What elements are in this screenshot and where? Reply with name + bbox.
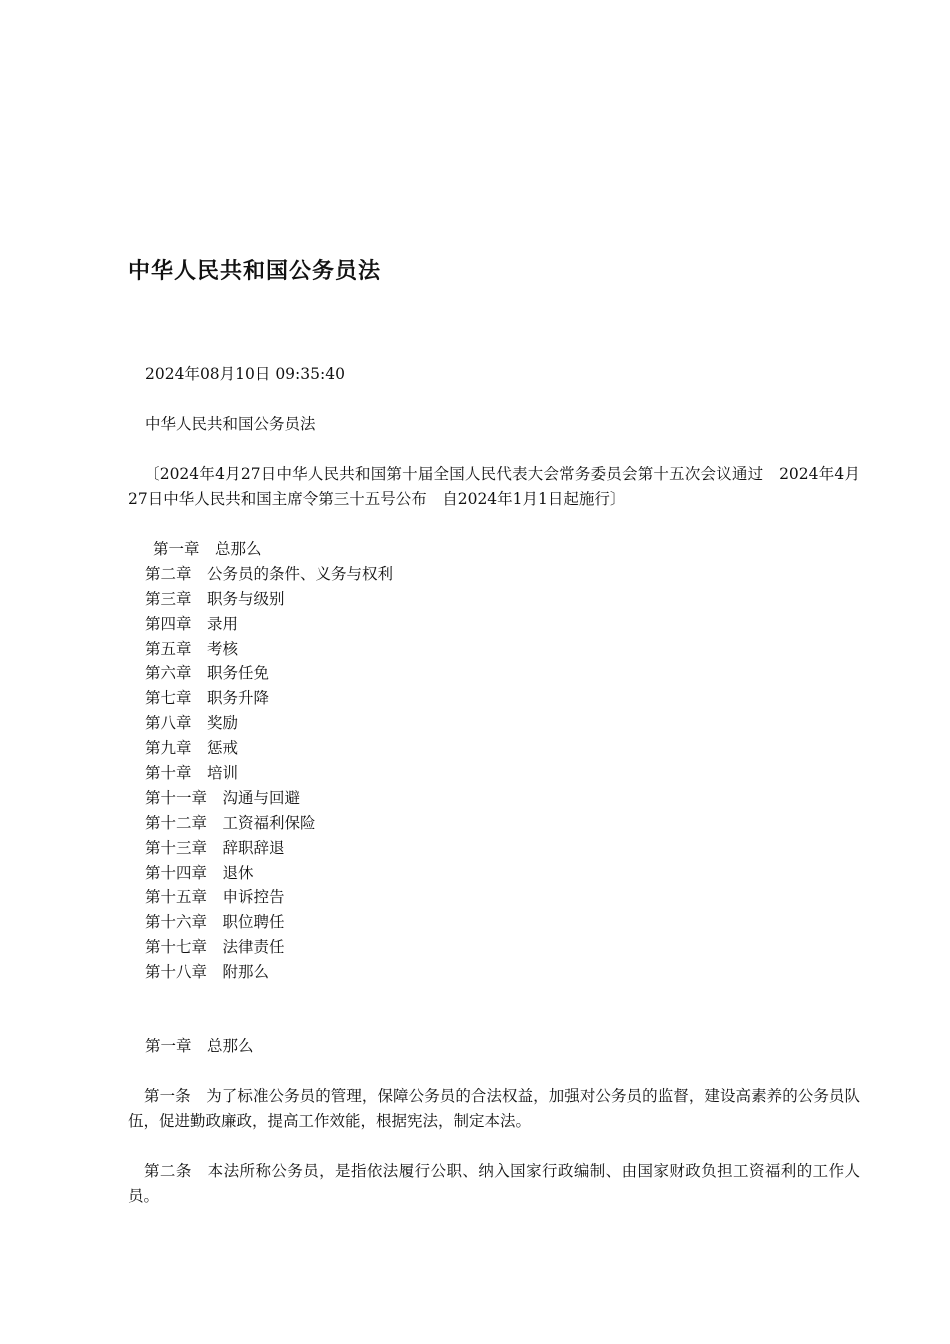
toc-item: 第八章 奖励	[145, 714, 239, 733]
toc-item: 第五章 考核	[145, 639, 239, 658]
toc-item: 第十四章 退休	[145, 863, 254, 882]
law-name-line: 中华人民共和国公务员法	[145, 415, 316, 433]
toc-item: 第十一章 沟通与回避	[145, 788, 301, 807]
toc-item: 第十七章 法律责任	[145, 938, 285, 957]
preamble-paragraph: 〔2024年4月27日中华人民共和国第十届全国人民代表大会常务委员会第十五次会议通过 2024年4月27日中华人民共和国主席令第三十五号公布 自2024年1月1日起施行〕	[128, 465, 860, 508]
document-title: 中华人民共和国公务员法	[128, 259, 382, 284]
toc-item: 第七章 职务升降	[145, 689, 270, 708]
toc-item: 第九章 惩戒	[145, 739, 239, 758]
article-paragraph: 第一条 为了标准公务员的管理，保障公务员的合法权益，加强对公务员的监督，建设高素养的公务员队伍，促进勤政廉政，提高工作效能，根据宪法，制定本法。	[128, 1087, 860, 1130]
toc-item: 第六章 职务任免	[145, 664, 270, 683]
toc-item: 第十章 培训	[145, 764, 239, 783]
toc-item: 第三章 职务与级别	[145, 589, 285, 608]
toc-item: 第十五章 申诉控告	[145, 888, 285, 907]
publish-datetime: 2024年08月10日 09:35:40	[145, 365, 345, 383]
toc-item: 第十六章 职位聘任	[145, 913, 285, 932]
article-paragraph: 第二条 本法所称公务员，是指依法履行公职、纳入国家行政编制、由国家财政负担工资福利的工作人员。	[128, 1162, 860, 1205]
chapter-heading: 第一章 总那么	[145, 1037, 254, 1055]
toc-item: 第十三章 辞职辞退	[145, 838, 285, 857]
toc-item: 第一章 总那么	[153, 540, 262, 558]
table-of-contents	[145, 537, 393, 985]
toc-item: 第十二章 工资福利保险	[145, 813, 316, 832]
toc-item: 第二章 公务员的条件、义务与权利	[145, 564, 394, 583]
toc-item: 第十八章 附那么	[145, 963, 270, 982]
toc-item: 第四章 录用	[145, 614, 239, 633]
